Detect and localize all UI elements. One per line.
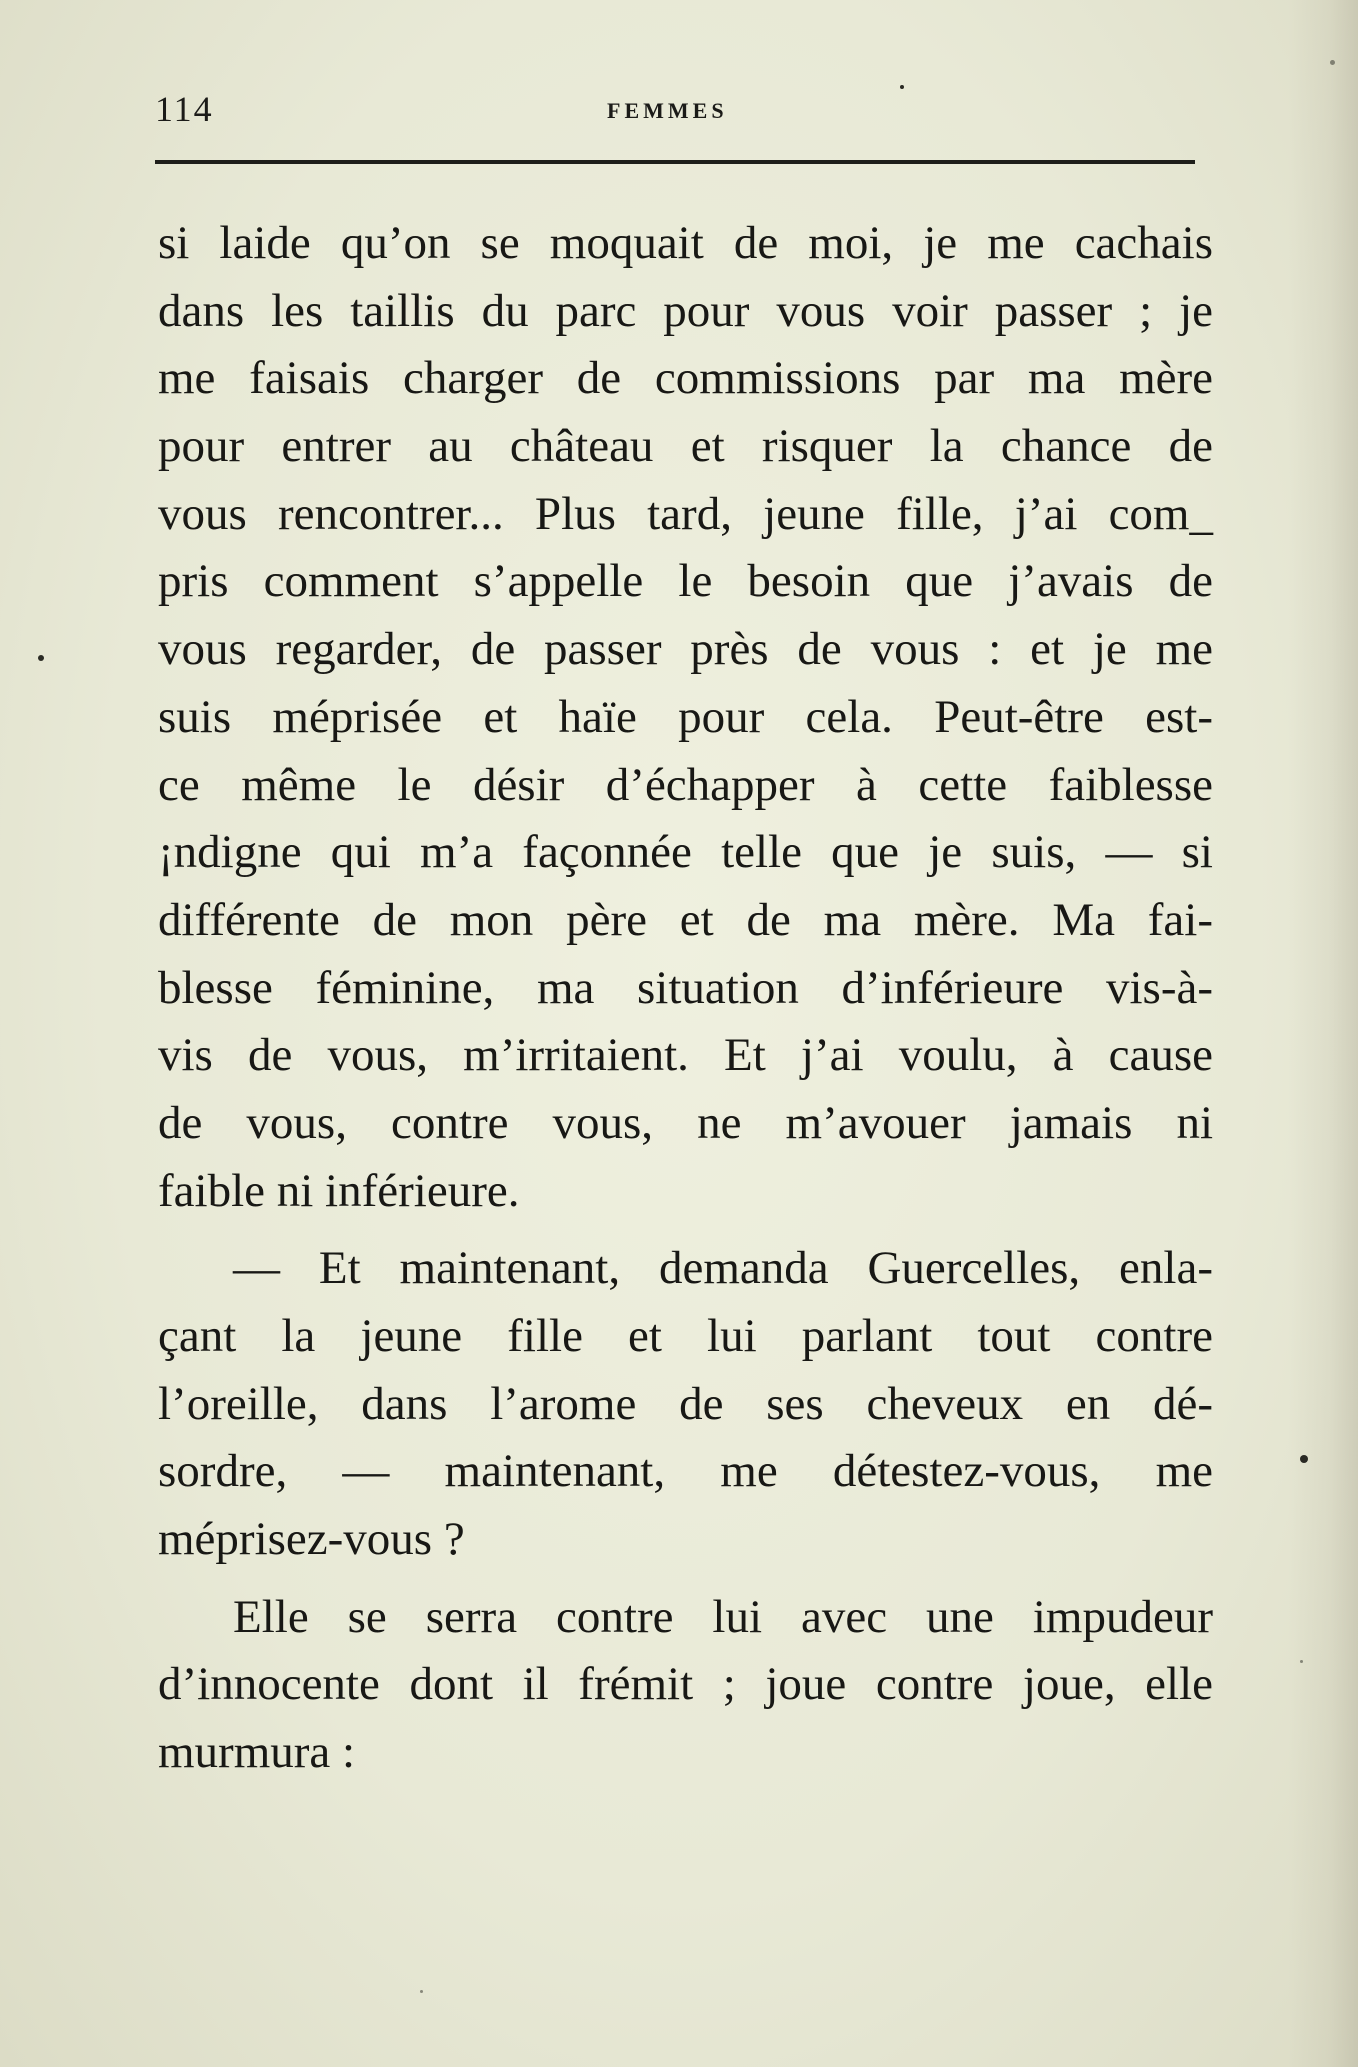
text-line: suis méprisée et haïe pour cela. Peut-être est- (158, 690, 1213, 743)
text-line: dans les taillis du parc pour vous voir passer ; je (158, 284, 1213, 337)
paragraph-gap (158, 1225, 1213, 1235)
paper-speck (1330, 60, 1335, 65)
text-line: pour entrer au château et risquer la chance de (158, 420, 1213, 473)
text-line: vous regarder, de passer près de vous : et je me (158, 623, 1213, 676)
text-line: me faisais charger de commissions par ma mère (158, 352, 1213, 405)
text-line: murmura : (158, 1726, 356, 1779)
text-line: pris comment s’appelle le besoin que j’avais de (158, 555, 1213, 608)
text-line: de vous, contre vous, ne m’avouer jamais ni (158, 1096, 1213, 1149)
paragraph-gap (158, 1574, 1213, 1584)
body-text (158, 210, 1213, 1787)
text-line: l’oreille, dans l’arome de ses cheveux en dé- (158, 1377, 1213, 1430)
page-header (155, 88, 1195, 138)
text-line: ce même le désir d’échapper à cette faiblesse (158, 758, 1213, 811)
paper-speck (420, 1990, 423, 1993)
text-line: faible ni inférieure. (158, 1164, 520, 1217)
running-head: FEMMES (607, 98, 728, 123)
text-line: d’innocente dont il frémit ; joue contre joue, elle (158, 1658, 1213, 1711)
page-number: 114 (155, 89, 214, 129)
paragraph (158, 210, 1213, 1225)
paper-speck (1300, 1455, 1308, 1463)
paragraph (158, 1584, 1213, 1787)
text-line: blesse féminine, ma situation d’inférieure vis-à- (158, 961, 1213, 1014)
text-line: méprisez-vous ? (158, 1513, 465, 1566)
text-line: ¡ndigne qui m’a façonnée telle que je suis, — si (158, 826, 1213, 879)
paper-speck (1300, 1660, 1303, 1663)
text-line: vis de vous, m’irritaient. Et j’ai voulu, à cause (158, 1029, 1213, 1082)
paper-speck (900, 85, 904, 89)
text-line: sordre, — maintenant, me détestez-vous, me (158, 1445, 1213, 1498)
page-edge-shadow (1288, 0, 1358, 2067)
text-line: çant la jeune fille et lui parlant tout contre (158, 1310, 1213, 1362)
text-line: différente de mon père et de ma mère. Ma fai- (158, 893, 1213, 946)
text-line: vous rencontrer... Plus tard, jeune fille, j’ai com_ (158, 487, 1213, 540)
text-line: Elle se serra contre lui avec une impudeur (233, 1590, 1213, 1643)
paper-speck (38, 655, 44, 661)
paragraph (158, 1235, 1213, 1573)
header-rule (155, 160, 1195, 164)
text-line: si laide qu’on se moquait de moi, je me cachais (158, 217, 1213, 269)
text-line: — Et maintenant, demanda Guercelles, enla- (233, 1242, 1213, 1295)
